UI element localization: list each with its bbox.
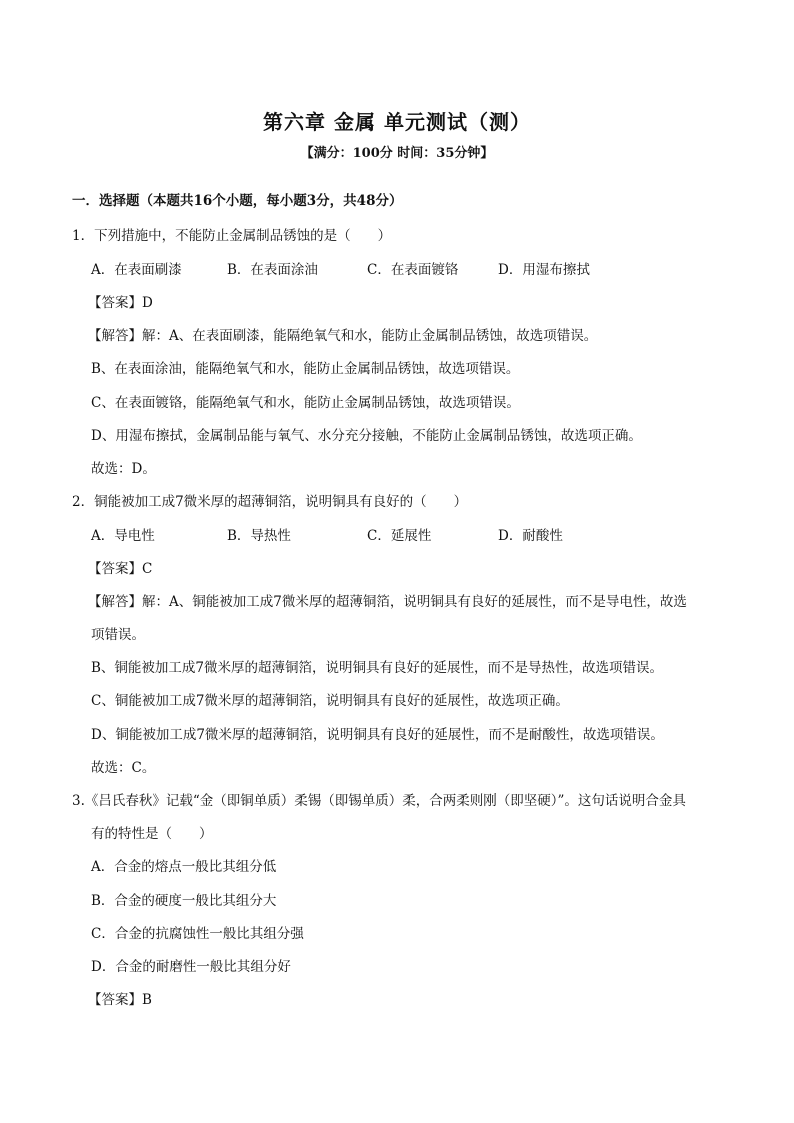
question-2-analysis-line: 故选：C。	[91, 760, 156, 776]
question-2-analysis-line: 【解答】解：A、铜能被加工成7微米厚的超薄铜箔，说明铜具有良好的延展性，而不是导电性，故选	[88, 594, 687, 610]
question-1-option-c: C．在表面镀铬	[367, 262, 459, 278]
page-title: 第六章 金属 单元测试（测）	[263, 110, 531, 134]
question-3-option-a: A．合金的熔点一般比其组分低	[91, 859, 277, 875]
question-2-option-b: B．导热性	[227, 528, 291, 544]
question-1-analysis-line: 故选：D。	[91, 461, 156, 477]
question-1-analysis-line: 【解答】解：A、在表面刷漆，能隔绝氧气和水，能防止金属制品锈蚀，故选项错误。	[88, 328, 598, 344]
score-time-info: 【满分：100分 时间：35分钟】	[300, 146, 494, 161]
question-3-stem: 3.《吕氏春秋》记载“金（即铜单质）柔锡（即锡单质）柔，合两柔则刚（即坚硬）”。这句话说明合金具	[72, 793, 686, 809]
question-2-option-c: C．延展性	[367, 528, 432, 544]
question-3-stem: 有的特性是（ ）	[91, 826, 213, 842]
question-1-analysis-line: D、用湿布擦拭，金属制品能与氧气、水分充分接触，不能防止金属制品锈蚀，故选项正确。	[91, 428, 642, 444]
question-2-analysis-line: C、铜能被加工成7微米厚的超薄铜箔，说明铜具有良好的延展性，故选项正确。	[91, 693, 569, 709]
question-2-analysis-line: 项错误。	[91, 627, 145, 643]
question-1-answer: 【答案】D	[88, 295, 153, 311]
question-3-option-d: D．合金的耐磨性一般比其组分好	[91, 959, 291, 975]
question-3-option-c: C．合金的抗腐蚀性一般比其组分强	[91, 926, 304, 942]
question-3-option-b: B．合金的硬度一般比其组分大	[91, 893, 277, 909]
question-1-analysis-line: B、在表面涂油，能隔绝氧气和水，能防止金属制品锈蚀，故选项错误。	[91, 361, 520, 377]
question-2-analysis-line: D、铜能被加工成7微米厚的超薄铜箔，说明铜具有良好的延展性，而不是耐酸性，故选项错误。	[91, 727, 664, 743]
question-1-analysis-line: C、在表面镀铬，能隔绝氧气和水，能防止金属制品锈蚀，故选项错误。	[91, 395, 520, 411]
question-2-stem: 2．铜能被加工成7微米厚的超薄铜箔，说明铜具有良好的（ ）	[72, 494, 468, 510]
question-1-option-a: A．在表面刷漆	[91, 262, 182, 278]
question-2-answer: 【答案】C	[88, 561, 153, 577]
question-3-answer: 【答案】B	[88, 992, 152, 1008]
question-1-option-d: D．用湿布擦拭	[498, 262, 590, 278]
question-2-analysis-line: B、铜能被加工成7微米厚的超薄铜箔，说明铜具有良好的延展性，而不是导热性，故选项错误。	[91, 660, 664, 676]
question-1-stem: 1．下列措施中，不能防止金属制品锈蚀的是（ ）	[72, 228, 392, 244]
question-2-option-a: A．导电性	[91, 528, 155, 544]
section-heading: 一．选择题（本题共16个小题，每小题3分，共48分）	[72, 193, 403, 209]
question-1-option-b: B．在表面涂油	[227, 262, 318, 278]
question-2-option-d: D．耐酸性	[498, 528, 563, 544]
